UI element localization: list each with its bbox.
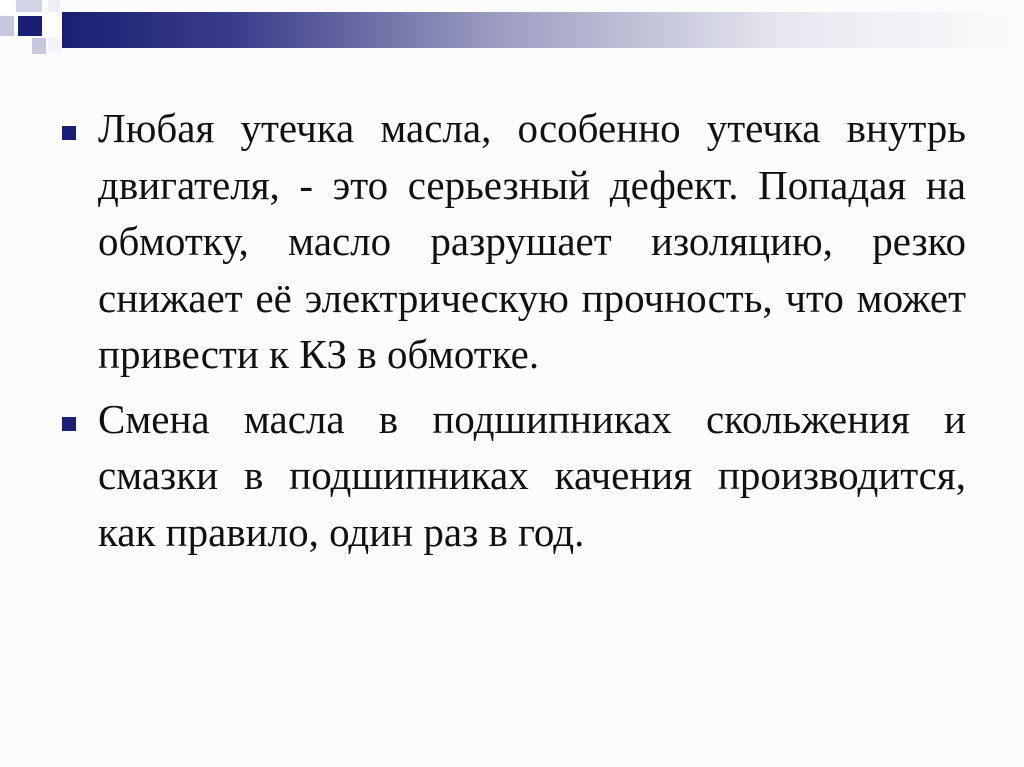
bullet-item bbox=[62, 391, 966, 561]
bullet-text: Любая утечка масла, особенно утечка внутрь двигателя, - это серьезный дефект. Попадая на обмотку, масло разрушает изоляцию, резко снижает её электрическую прочность, что может привести к КЗ в обмотке. bbox=[98, 105, 966, 377]
decor-square bbox=[0, 0, 14, 14]
decor-square bbox=[48, 0, 60, 12]
decor-square bbox=[18, 16, 42, 36]
square-bullet-icon bbox=[62, 126, 76, 140]
decor-square bbox=[16, 0, 42, 12]
decor-square bbox=[46, 14, 62, 36]
header-gradient-bar bbox=[62, 12, 1024, 48]
square-bullet-icon bbox=[62, 417, 76, 431]
decor-square bbox=[32, 38, 46, 54]
decor-square bbox=[48, 38, 62, 52]
bullet-text: Смена масла в подшипниках скольжения и смазки в подшипниках качения производится, как правило, один раз в год. bbox=[98, 395, 966, 555]
decor-square bbox=[0, 16, 14, 36]
slide-body bbox=[62, 100, 966, 568]
bullet-item bbox=[62, 100, 966, 383]
